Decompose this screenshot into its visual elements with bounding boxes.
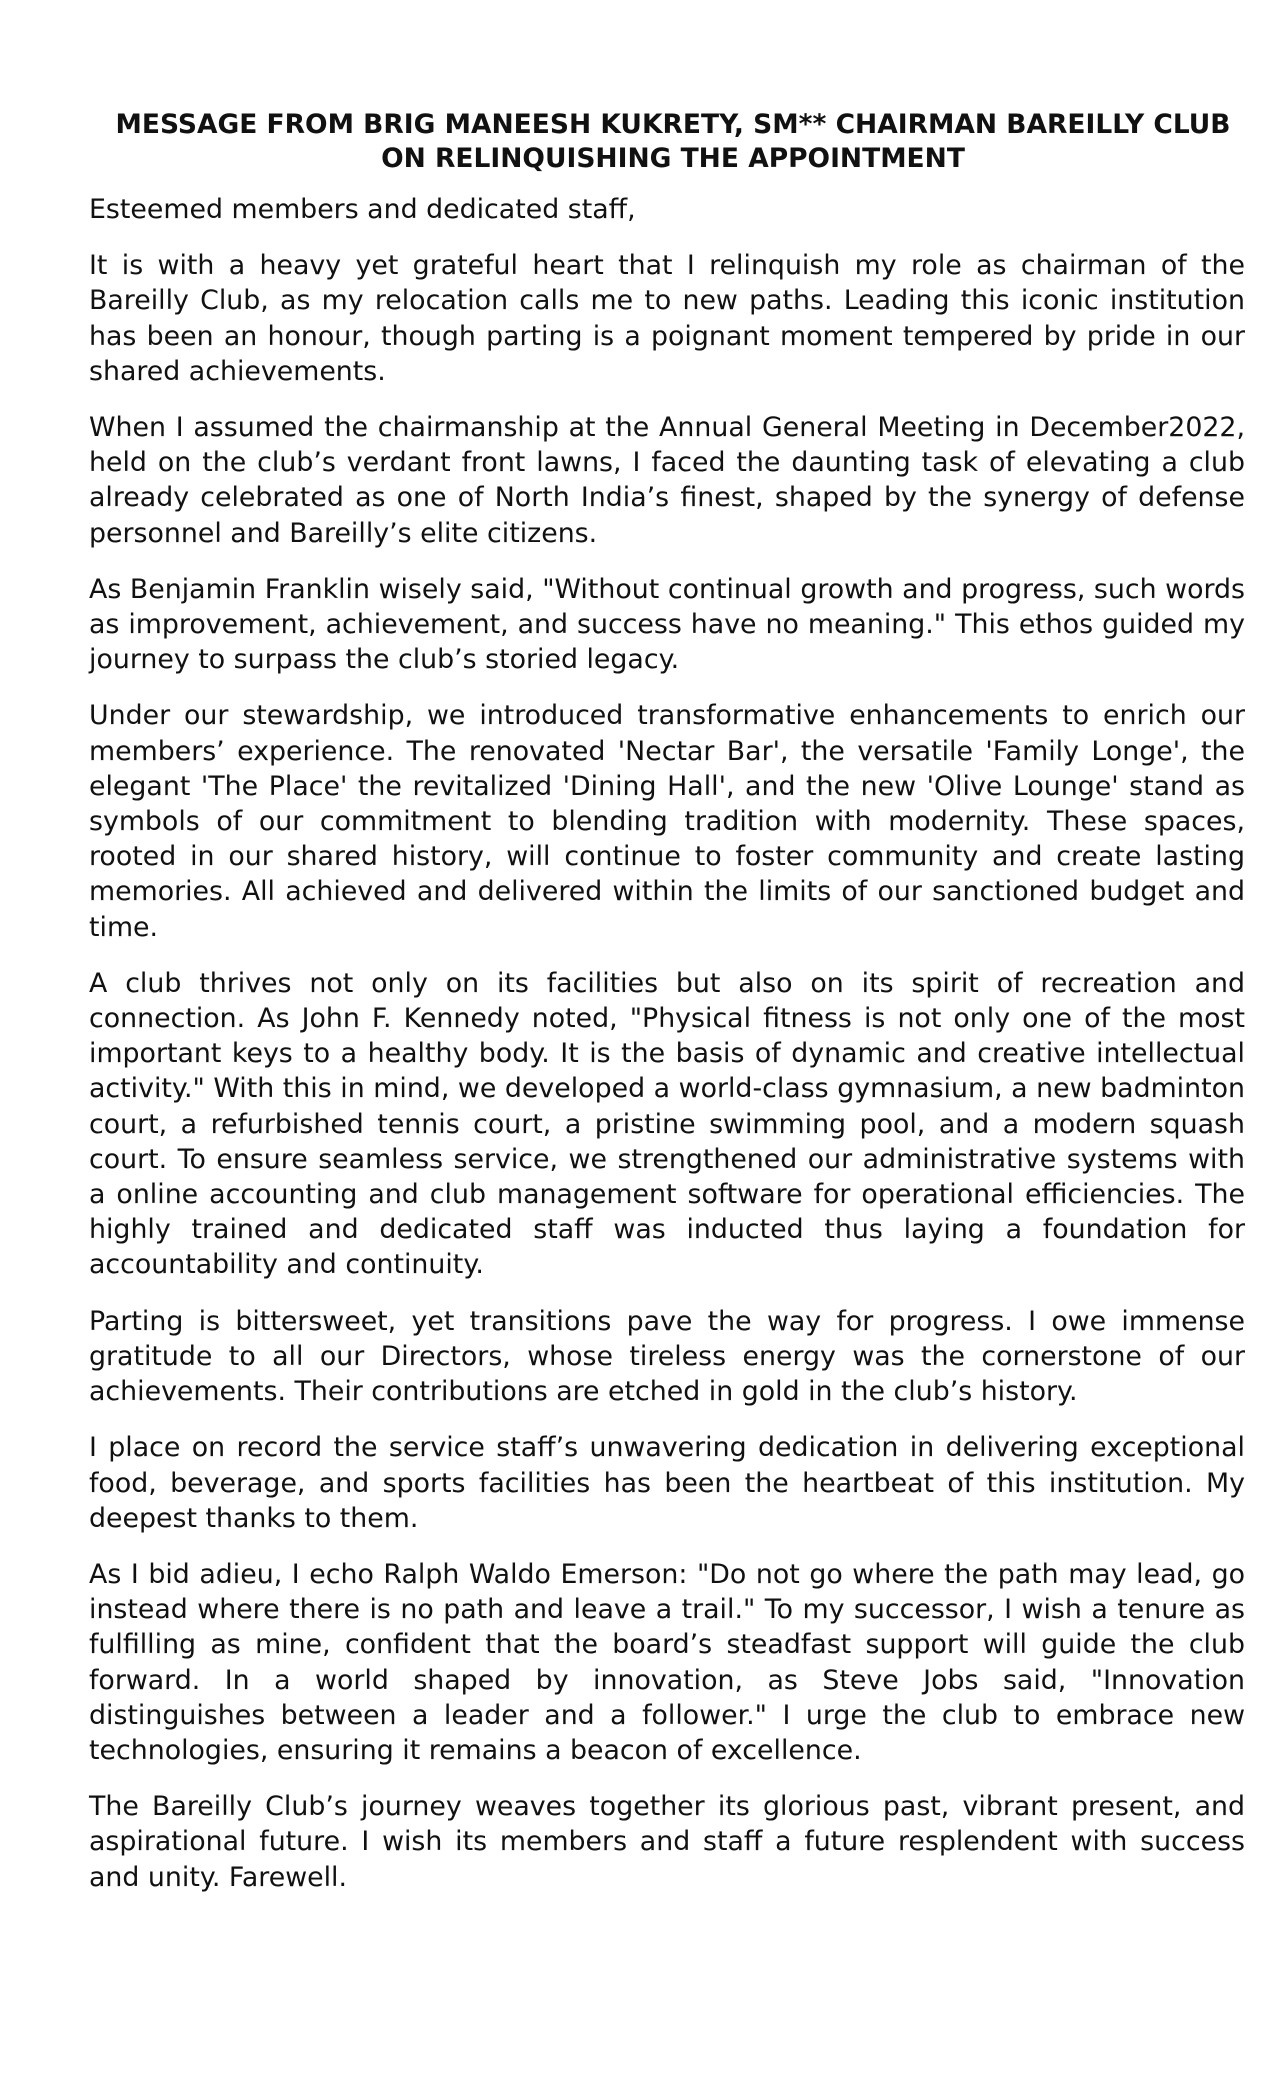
- title-line-1: MESSAGE FROM BRIG MANEESH KUKRETY, SM** CHAIRMAN BAREILLY CLUB: [115, 109, 1231, 140]
- title-line-2: ON RELINQUISHING THE APPOINTMENT: [381, 143, 965, 174]
- document-page: [89, 108, 1245, 1916]
- paragraph-enhancements: Under our stewardship, we introduced transformative enhancements to enrich our members’ experience. The renovated 'Nectar Bar', the versatile 'Family Longe', the elegant 'The Place' the revitalized 'Dining Hall', and the new 'Olive Lounge' stand as symbols of our commitment to blending tradition with modernity. These spaces, rooted in our shared history, will continue to foster community and create lasting memories. All achieved and delivered within the limits of our sanctioned budget and time.: [89, 700, 1245, 943]
- paragraph-farewell: The Bareilly Club’s journey weaves together its glorious past, vibrant present, and aspirational future. I wish its members and staff a future resplendent with success and unity. Farewell.: [89, 1791, 1245, 1893]
- paragraph-chairmanship: When I assumed the chairmanship at the Annual General Meeting in December2022, held on the club’s verdant front lawns, I faced the daunting task of elevating a club already celebrated as one of North India’s finest, shaped by the synergy of defense personnel and Bareilly’s elite citizens.: [89, 412, 1245, 549]
- paragraph-franklin-quote: As Benjamin Franklin wisely said, "Without continual growth and progress, such words as improvement, achievement, and success have no meaning." This ethos guided my journey to surpass the club’s storied legacy.: [89, 573, 1245, 676]
- paragraph-adieu: As I bid adieu, I echo Ralph Waldo Emerson: "Do not go where the path may lead, go instead where there is no path and leave a trail." To my successor, I wish a tenure as fulfilling as mine, confident that the board’s steadfast support will guide the club forward. In a world shaped by innovation, as Steve Jobs said, "Innovation distinguishes between a leader and a follower." I urge the club to embrace new technologies, ensuring it remains a beacon of excellence.: [89, 1558, 1245, 1766]
- document-title: [89, 108, 1245, 176]
- paragraph-gratitude-directors: Parting is bittersweet, yet transitions pave the way for progress. I owe immense gratitude to all our Directors, whose tireless energy was the cornerstone of our achievements. Their contributions are etched in gold in the club’s history.: [89, 1305, 1245, 1408]
- salutation: Esteemed members and dedicated staff,: [89, 194, 636, 225]
- paragraph-recreation: A club thrives not only on its facilities but also on its spirit of recreation and connection. As John F. Kennedy noted, "Physical fitness is not only one of the most important keys to a healthy body. It is the basis of dynamic and creative intellectual activity." With this in mind, we developed a world-class gymnasium, a new badminton court, a refurbished tennis court, a pristine swimming pool, and a modern squash court. To ensure seamless service, we strengthened our administrative systems with a online accounting and club management software for operational efficiencies. The highly trained and dedicated staff was inducted thus laying a foundation for accountability and continuity.: [89, 967, 1245, 1281]
- paragraph-relinquish: It is with a heavy yet grateful heart that I relinquish my role as chairman of the Bareilly Club, as my relocation calls me to new paths. Leading this iconic institution has been an honour, though parting is a poignant moment tempered by pride in our shared achievements.: [89, 250, 1245, 387]
- paragraph-service-staff: I place on record the service staff’s unwavering dedication in delivering exceptional food, beverage, and sports facilities has been the heartbeat of this institution. My deepest thanks to them.: [89, 1432, 1245, 1534]
